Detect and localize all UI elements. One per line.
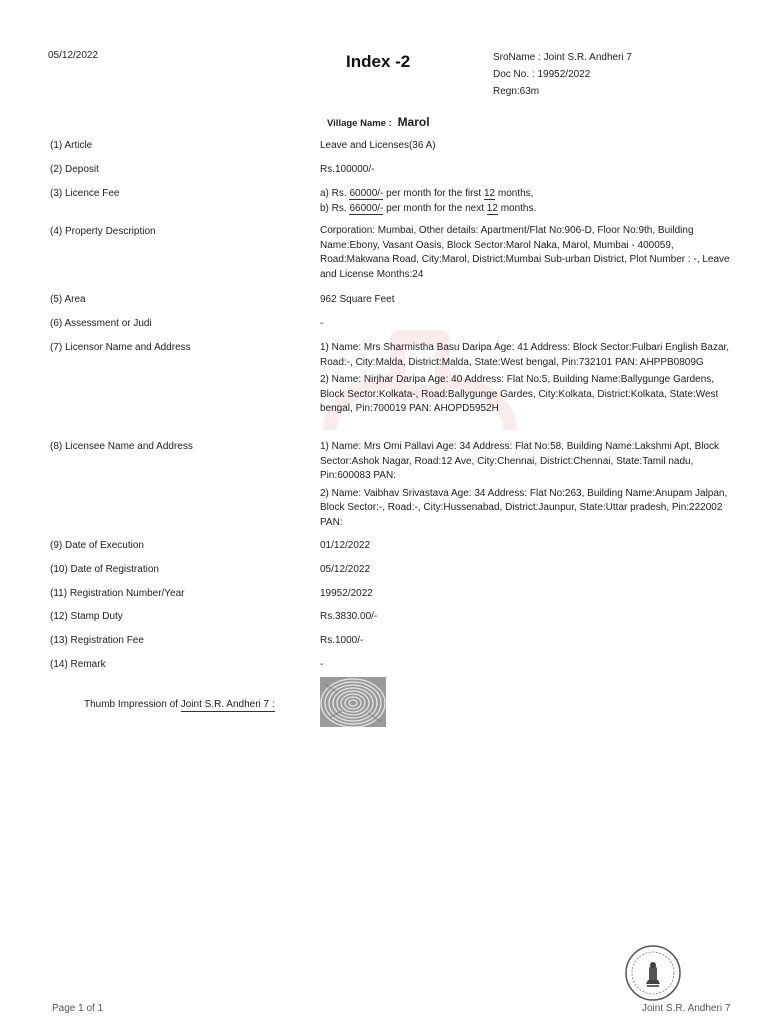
fee-a-months: 12 xyxy=(483,188,496,199)
remark-value: - xyxy=(320,659,324,670)
assessment-label: (6) Assessment or Judi xyxy=(50,318,152,329)
village-value: Marol xyxy=(397,115,430,129)
thumbprint-image xyxy=(320,677,386,727)
date-of-registration-value: 05/12/2022 xyxy=(320,564,371,575)
regn: Regn:63m xyxy=(493,86,540,97)
fee-b-amount: 66000/- xyxy=(349,202,384,214)
property-description-label: (4) Property Description xyxy=(50,226,156,237)
footer-office: Joint S.R. Andheri 7 xyxy=(642,1003,731,1014)
licensor-label: (7) Licensor Name and Address xyxy=(50,342,191,353)
licence-fee-line-a xyxy=(320,187,730,202)
licence-fee-value xyxy=(320,187,730,216)
page-number: Page 1 of 1 xyxy=(52,1003,104,1014)
fee-a-suffix: months, xyxy=(497,188,534,199)
header-info xyxy=(493,49,632,100)
article-label: (1) Article xyxy=(50,140,93,151)
date-of-execution-value: 01/12/2022 xyxy=(320,540,371,551)
property-description-value: Corporation: Mumbai, Other details: Apartment/Flat No:906-D, Floor No:9th, Building Name:Ebony, Vasant Oasis, Block Sector:Marol Naka, Marol, Mumbai - 400059, Road:Makwana Road, City:Marol, District:Mumbai Sub-urban District, Plot Number : -, Leave and License Months:24 xyxy=(320,225,730,280)
registration-fee-value: Rs.1000/- xyxy=(320,635,364,646)
article-value: Leave and Licenses(36 A) xyxy=(320,140,436,151)
remark-label: (14) Remark xyxy=(50,659,106,670)
date-of-registration-label: (10) Date of Registration xyxy=(50,564,159,575)
registration-number-value: 19952/2022 xyxy=(320,588,373,599)
registration-number-label: (11) Registration Number/Year xyxy=(50,588,185,599)
licensee-label: (8) Licensee Name and Address xyxy=(50,441,193,452)
thumb-impression-label xyxy=(84,699,275,710)
licensee-entry: 1) Name: Mrs Omi Pallavi Age: 34 Address: Flat No:58, Building Name:Lakshmi Apt, Block Sector:Ashok Nagar, Road:12 Ave, City:Chennai, District:Chennai, State:Tamil nadu, Pin:600083 PAN: xyxy=(320,441,720,482)
document-date: 05/12/2022 xyxy=(48,50,99,61)
deposit-label: (2) Deposit xyxy=(50,164,99,175)
licensee-value xyxy=(320,440,730,534)
village-name xyxy=(327,115,430,129)
licensor-entry: 2) Name: Nirjhar Daripa Age: 40 Address: Flat No:5, Building Name:Ballygunge Gardens, Block Sector:Kolkata-, Road:Ballygunge Gardes, City:Kolkata, District:Kolkata, State:West bengal, Pin:700019 PAN: AHOPD5952H xyxy=(320,374,719,415)
sro-name: SroName : Joint S.R. Andheri 7 xyxy=(493,52,632,63)
licence-fee-line-b xyxy=(320,202,730,217)
fee-b-months: 12 xyxy=(486,202,498,214)
area-value: 962 Square Feet xyxy=(320,294,395,305)
fee-a-text: per month for the first xyxy=(386,188,482,199)
doc-number: Doc No. : 19952/2022 xyxy=(493,69,591,80)
fee-b-prefix: b) Rs. xyxy=(320,202,347,214)
fee-a-amount: 60000/- xyxy=(349,188,384,199)
fee-b-suffix: months. xyxy=(500,202,537,214)
fee-a-prefix: a) Rs. xyxy=(320,188,347,199)
stamp-duty-label: (12) Stamp Duty xyxy=(50,611,123,622)
official-seal xyxy=(624,944,682,1002)
licensor-value xyxy=(320,341,730,420)
assessment-value: - xyxy=(320,318,324,329)
licensee-entry: 2) Name: Vaibhav Srivastava Age: 34 Address: Flat No:263, Building Name:Anupam Jalpan, Block Sector:-, Road:-, City:Hussenabad, District:Jaunpur, State:Uttar pradesh, Pin:222002 PAN: xyxy=(320,487,728,528)
thumb-office: Joint S.R. Andheri 7 : xyxy=(180,699,275,710)
fee-b-text: per month for the next xyxy=(386,202,484,214)
thumb-prefix: Thumb Impression of xyxy=(84,699,178,710)
area-label: (5) Area xyxy=(50,294,86,305)
licensor-entry: 1) Name: Mrs Sharmistha Basu Daripa Age: 41 Address: Block Sector:Fulbari English Bazar, Road:-, City:Malda, District:Malda, State:West bengal, Pin:732101 PAN: AHPPB0809G xyxy=(320,342,730,368)
village-label: Village Name : xyxy=(327,118,392,129)
deposit-value: Rs.100000/- xyxy=(320,164,375,175)
document-title: Index -2 xyxy=(346,52,411,71)
stamp-duty-value: Rs.3830.00/- xyxy=(320,611,378,622)
date-of-execution-label: (9) Date of Execution xyxy=(50,540,144,551)
licence-fee-label: (3) Licence Fee xyxy=(50,188,120,199)
registration-fee-label: (13) Registration Fee xyxy=(50,635,144,646)
